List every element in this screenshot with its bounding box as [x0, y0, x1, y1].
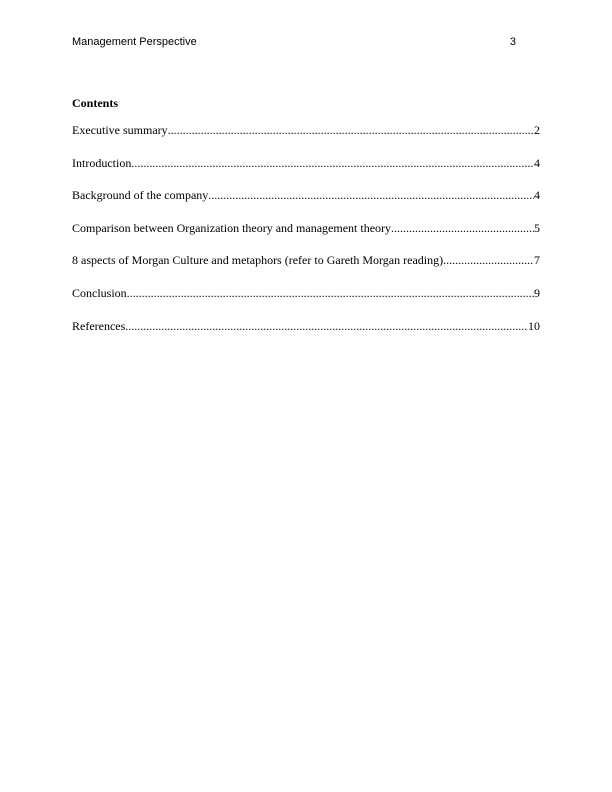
toc-entry-page[interactable]: 5: [534, 220, 540, 235]
toc-dot-leader: [131, 155, 534, 171]
toc-entry-introduction[interactable]: [72, 155, 540, 171]
table-of-contents: [72, 122, 540, 350]
toc-entry-page[interactable]: 10: [528, 318, 540, 333]
toc-entry-page[interactable]: 9: [534, 285, 540, 300]
toc-dot-leader: [125, 318, 528, 334]
toc-entry-background[interactable]: [72, 187, 540, 203]
toc-entry-references[interactable]: [72, 318, 540, 334]
toc-entry-page[interactable]: 4: [534, 155, 540, 170]
toc-dot-leader: [443, 252, 534, 268]
toc-entry-comparison[interactable]: [72, 220, 540, 236]
toc-entry-page[interactable]: 7: [534, 253, 540, 268]
toc-dot-leader: [127, 285, 534, 301]
toc-entry-title[interactable]: Introduction: [72, 155, 132, 170]
toc-entry-title[interactable]: 8 aspects of Morgan Culture and metaphors (refer to Gareth Morgan reading): [72, 253, 444, 268]
header-page-number: 3: [509, 36, 516, 48]
header-title: Management Perspective: [72, 36, 197, 48]
toc-entry-morgan-aspects[interactable]: [72, 252, 540, 268]
toc-dot-leader: [391, 220, 534, 236]
toc-entry-page[interactable]: 4: [534, 188, 540, 203]
toc-entry-title[interactable]: Executive summary: [72, 123, 168, 137]
toc-heading: Contents: [72, 96, 119, 110]
toc-entry-conclusion[interactable]: [72, 285, 540, 301]
toc-entry-executive-summary[interactable]: [72, 122, 540, 138]
toc-entry-title[interactable]: Background of the company: [72, 188, 209, 203]
page-header: [72, 36, 516, 52]
toc-dot-leader: [168, 122, 534, 138]
toc-dot-leader: [208, 187, 534, 203]
toc-entry-page[interactable]: 2: [534, 123, 540, 137]
toc-entry-title[interactable]: Conclusion: [72, 285, 127, 300]
toc-entry-title[interactable]: Comparison between Organization theory and management theory: [72, 220, 392, 235]
toc-entry-title[interactable]: References: [72, 318, 126, 333]
